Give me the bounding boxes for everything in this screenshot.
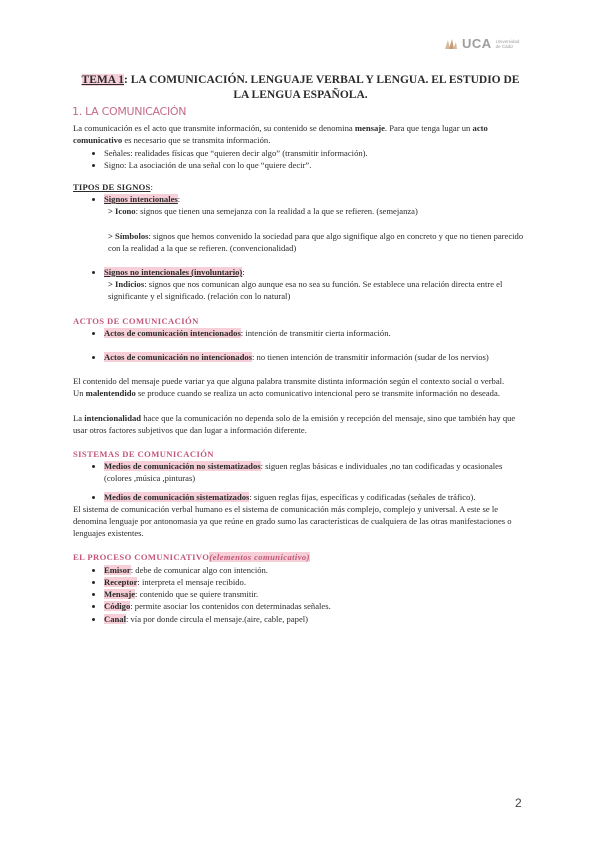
intencionalidad-paragraph	[73, 412, 528, 436]
list-item	[104, 491, 528, 503]
list-item	[104, 588, 528, 600]
tipos-heading-text: TIPOS DE SIGNOS	[73, 182, 151, 193]
proceso-heading-sub: (elementos comunicativo)	[209, 552, 310, 563]
actos-no-intencionados-label: Actos de comunicación no intencionados	[104, 352, 253, 363]
canal-label: Canal	[104, 613, 126, 624]
list-item	[104, 576, 528, 588]
malentendido-pre: Un	[73, 388, 86, 399]
simbolos-definition	[73, 230, 528, 254]
indicios-text: : signos que nos comunican algo aunque esa no sea su función. Se establece una relación directa entre el significante y el significado. (relación con lo natural)	[108, 279, 503, 302]
university-logo	[444, 36, 524, 51]
title-highlight: TEMA 1	[81, 74, 125, 86]
emisor-text: : debe de comunicar algo con intención.	[130, 564, 268, 575]
page-number: 2	[515, 796, 522, 810]
signos-intencionales-label: Signos intencionales	[104, 194, 178, 205]
list-item: • Señales: realidades físicas que “quieren decir algo” (transmitir información).	[104, 147, 528, 159]
mensaje-label: Mensaje	[104, 589, 136, 600]
intencionalidad-post: hace que la comunicación no dependa solo de la emisión y recepción del mensaje, sino que también hay que usar otros factores subjetivos que dan lugar a información diferente.	[73, 412, 516, 435]
title-rest: : LA COMUNICACIÓN. LENGUAJE VERBAL Y LENGUA. EL ESTUDIO DE LA LENGUA ESPAÑOLA.	[124, 74, 520, 101]
simbolos-text: : signos que hemos convenido la sociedad para que algo signifique algo en concreto y que no tienen parecido con la realidad a la que se refieren. (convencionalidad)	[108, 230, 524, 253]
signos-intencionales-suffix: :	[177, 194, 181, 205]
contexto-paragraph: El contenido del mensaje puede variar ya que alguna palabra transmite distinta información según el contexto social o verbal.	[73, 376, 505, 387]
list-item	[104, 193, 528, 205]
tipos-list	[73, 193, 528, 205]
canal-text: : vía por donde circula el mensaje.(aire, cable, papel)	[125, 613, 309, 624]
intro-text-1: La comunicación es el acto que transmite información, su contenido se denomina	[73, 123, 355, 134]
signos-no-intencionales-suffix: :	[242, 267, 245, 278]
list-item	[104, 564, 528, 576]
no-sistematizados-text: : siguen reglas básicas e individuales ,no tan codificadas y ocasionales (colores ,música ,pinturas)	[104, 461, 503, 484]
list-item	[104, 351, 528, 363]
actos-no-intencionados-text: : no tienen intención de transmitir información (sudar de los nervios)	[252, 352, 489, 363]
proceso-list	[73, 564, 528, 625]
intro-text-2: . Para que tenga lugar un	[384, 123, 473, 134]
list-item	[104, 266, 528, 278]
list-item: • Signo: La asociación de una señal con lo que “quiere decir”.	[104, 159, 528, 171]
tipos-heading-suffix: :	[150, 182, 154, 193]
proceso-heading-text: EL PROCESO COMUNICATIVO	[73, 552, 210, 563]
intencionalidad-term: intencionalidad	[84, 412, 142, 423]
list-item	[104, 327, 528, 339]
intencionalidad-pre: La	[73, 412, 85, 423]
list-item	[104, 600, 528, 612]
actos-heading: ACTOS DE COMUNICACIÓN	[73, 315, 199, 326]
intro-list	[73, 147, 528, 171]
codigo-text: : permite asociar los contenidos con determinadas señales.	[130, 601, 331, 612]
sistematizados-label: Medios de comunicación sistematizados	[104, 491, 250, 502]
tipos-list-2	[73, 266, 528, 278]
sistematizados-text: : siguen reglas fijas, específicas y codificadas (señales de tráfico).	[249, 491, 476, 502]
codigo-label: Código	[104, 601, 131, 612]
malentendido-term: malentendido	[85, 388, 136, 399]
simbolos-prefix: >	[108, 230, 116, 241]
actos-intencionados-text: : intención de transmitir cierta información.	[240, 327, 391, 338]
receptor-text: : interpreta el mensaje recibido.	[137, 576, 246, 587]
tipos-heading	[73, 181, 528, 193]
indicios-label: Indicios	[115, 279, 145, 290]
list-item	[104, 613, 528, 625]
section-heading: 1. LA COMUNICACIÓN	[72, 105, 187, 118]
intro-bold-mensaje: mensaje	[354, 123, 385, 134]
indicios-prefix: >	[108, 279, 116, 290]
actos-list	[73, 327, 528, 363]
icono-prefix: >	[108, 206, 116, 217]
actos-intencionados-label: Actos de comunicación intencionados	[104, 327, 241, 338]
icono-text: : signos que tienen una semejanza con la realidad a la que se refieren. (semejanza)	[135, 206, 418, 217]
document-page	[73, 73, 528, 625]
icono-definition	[73, 205, 528, 217]
sistemas-list	[73, 460, 528, 503]
list-item	[104, 460, 528, 484]
intro-paragraph	[73, 122, 528, 146]
icono-label: Icono	[115, 206, 136, 217]
receptor-label: Receptor	[104, 576, 138, 587]
sistema-verbal-paragraph: El sistema de comunicación verbal humano es el sistema de comunicación más complejo, complejo y universal. A este se le denomina lenguaje por antonomasia ya que reúne en grado sumo las características de cualquiera de las otras manifestaciones o lenguajes existentes.	[73, 503, 512, 539]
page-title	[73, 73, 528, 103]
mensaje-text: : contenido que se quiere transmitir.	[135, 589, 259, 600]
indicios-definition	[73, 278, 528, 302]
simbolos-label: Símbolos	[115, 230, 149, 241]
intro-text-3: es necesario que se transmita información.	[122, 135, 271, 146]
intro-bold-acto: acto comunicativo	[73, 123, 488, 146]
emisor-label: Emisor	[104, 564, 131, 575]
logo-subtitle: Universidad de Cádiz	[495, 38, 520, 49]
logo-text: UCA	[462, 36, 492, 51]
malentendido-paragraph	[73, 387, 528, 399]
uca-logo-mark-icon	[444, 38, 458, 50]
sistemas-heading: SISTEMAS DE COMUNICACIÓN	[73, 449, 214, 460]
no-sistematizados-label: Medios de comunicación no sistematizados	[104, 461, 261, 472]
signos-no-intencionales-label: Signos no intencionales (involuntario)	[104, 267, 243, 278]
malentendido-post: se produce cuando se realiza un acto comunicativo intencional pero se transmite información no deseada.	[135, 388, 500, 399]
proceso-heading	[73, 551, 528, 563]
